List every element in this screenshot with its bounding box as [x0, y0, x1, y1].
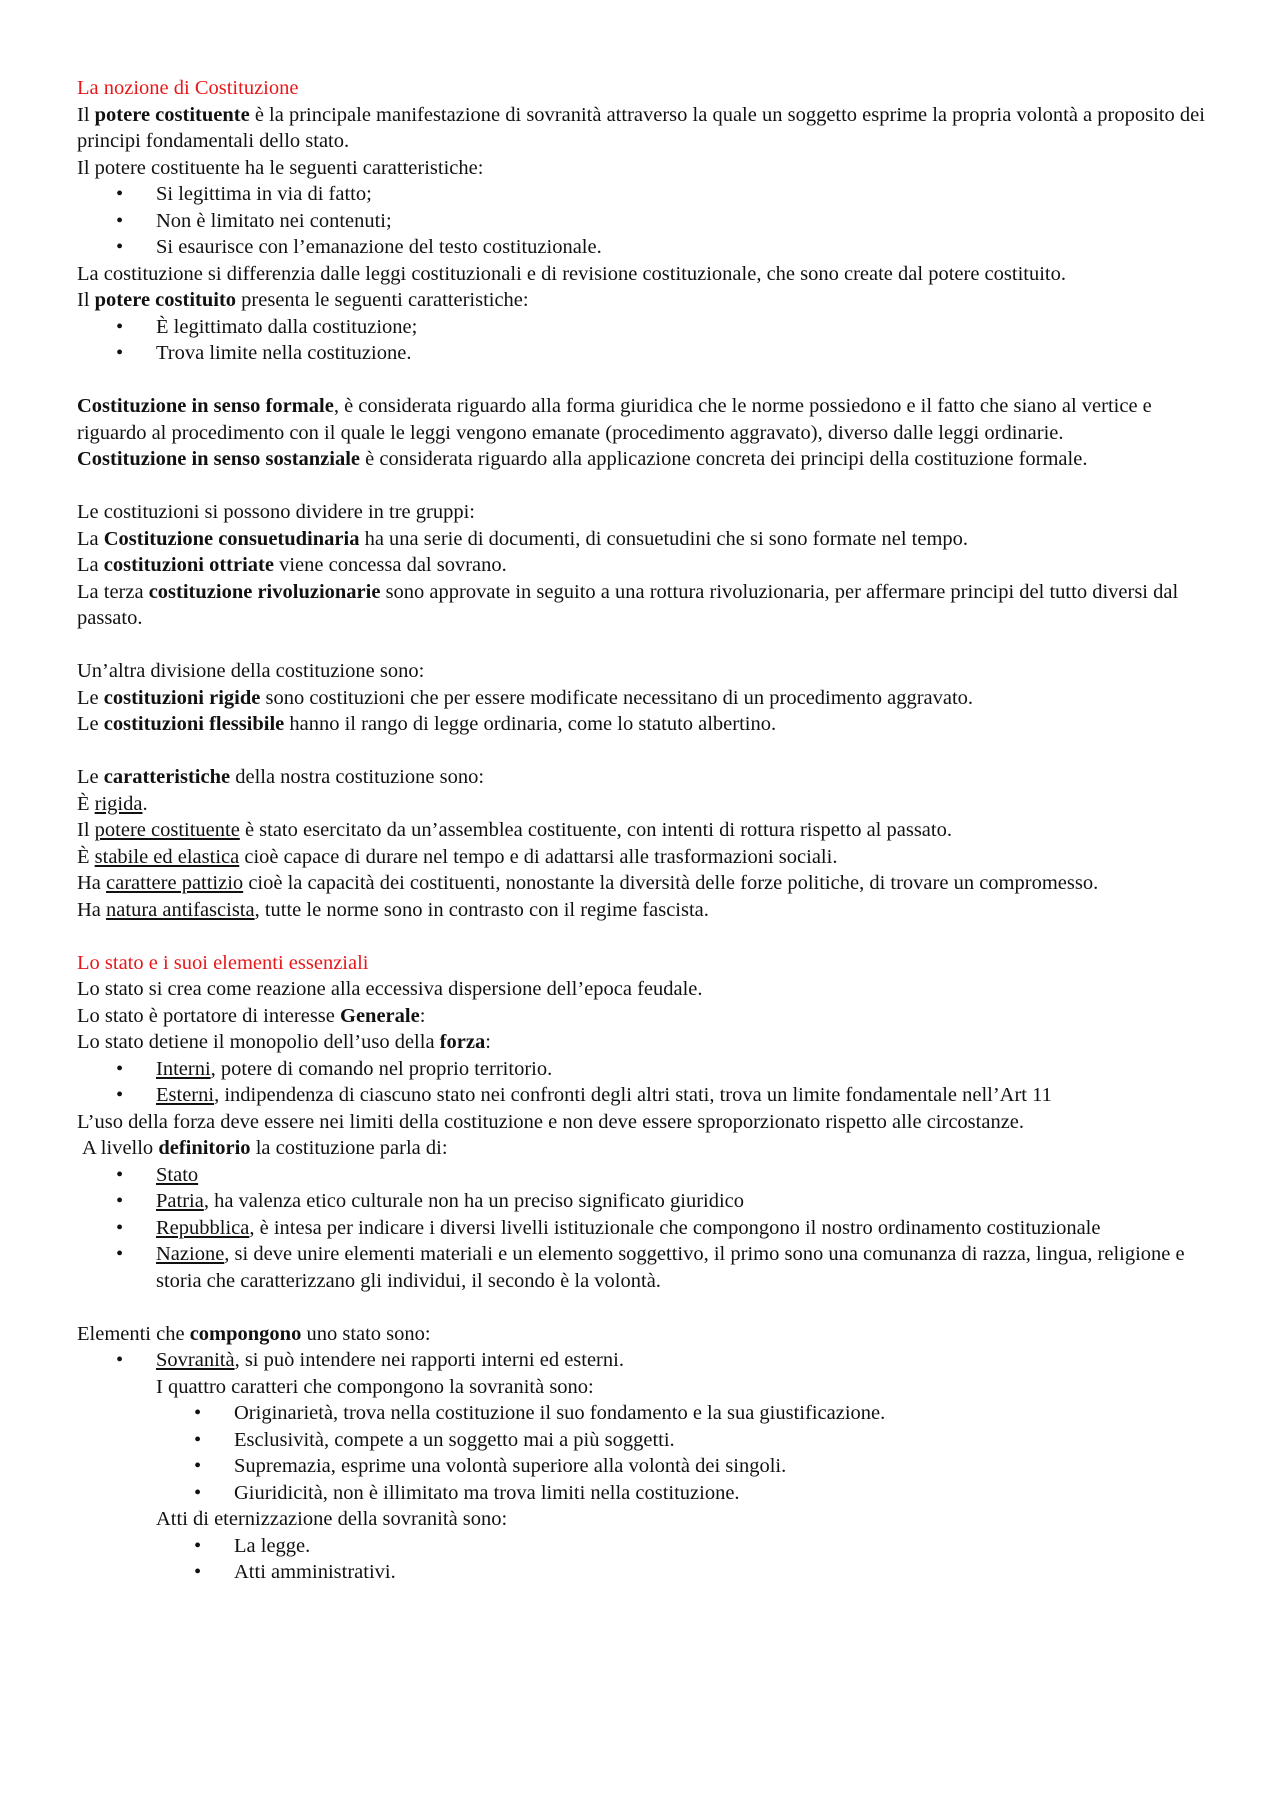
list-item: • Non è limitato nei contenuti;	[77, 208, 1212, 235]
paragraph: Il potere costituito presenta le seguenti caratteristiche:	[77, 289, 529, 311]
list-item: • Patria, ha valenza etico culturale non ha un preciso significato giuridico	[77, 1188, 1212, 1215]
bullet-list	[77, 1347, 1212, 1374]
list-item: • È legittimato dalla costituzione;	[77, 314, 1212, 341]
list-item: • Si esaurisce con l’emanazione del testo costituzionale.	[77, 234, 1212, 261]
list-item: • Stato	[77, 1162, 1212, 1189]
list-item: • Supremazia, esprime una volontà superiore alla volontà dei singoli.	[77, 1453, 1212, 1480]
paragraph: Il potere costituente ha le seguenti caratteristiche:	[77, 156, 484, 179]
paragraph: I quattro caratteri che compongono la sovranità sono:	[156, 1375, 594, 1398]
paragraph: Costituzione in senso sostanziale è considerata riguardo alla applicazione concreta dei principi della costituzione formale.	[77, 448, 1088, 470]
bullet-list	[77, 1162, 1212, 1295]
section-heading-costituzione: La nozione di Costituzione	[77, 77, 299, 99]
list-item: • Esterni, indipendenza di ciascuno stato nei confronti degli altri stati, trova un limite fondamentale nell’Art 11	[77, 1082, 1212, 1109]
paragraph: Il potere costituente è stato esercitato da un’assemblea costituente, con intenti di rottura rispetto al passato.	[77, 819, 952, 841]
list-item: • Si legittima in via di fatto;	[77, 181, 1212, 208]
paragraph: Ha natura antifascista, tutte le norme sono in contrasto con il regime fascista.	[77, 898, 709, 921]
list-item: • Esclusività, compete a un soggetto mai a più soggetti.	[77, 1427, 1212, 1454]
paragraph: La Costituzione consuetudinaria ha una serie di documenti, di consuetudini che si sono formate nel tempo.	[77, 527, 969, 550]
paragraph: Elementi che compongono uno stato sono:	[77, 1322, 431, 1345]
paragraph: Le costituzioni si possono dividere in tre gruppi:	[77, 501, 475, 523]
paragraph: È rigida.	[77, 792, 148, 815]
section-heading-stato: Lo stato e i suoi elementi essenziali	[77, 951, 369, 974]
document-page	[77, 75, 1212, 1586]
paragraph: Lo stato si crea come reazione alla eccessiva dispersione dell’epoca feudale.	[77, 978, 703, 1000]
list-item: • Repubblica, è intesa per indicare i diversi livelli istituzionale che compongono il nostro ordinamento costituzionale	[77, 1215, 1212, 1242]
paragraph: Le costituzioni flessibile hanno il rango di legge ordinaria, come lo statuto albertino.	[77, 713, 777, 735]
bullet-list	[77, 1056, 1212, 1109]
paragraph: Atti di eternizzazione della sovranità sono:	[156, 1508, 508, 1530]
list-item: • Originarietà, trova nella costituzione il suo fondamento e la sua giustificazione.	[77, 1400, 1212, 1427]
paragraph: La costituzione si differenzia dalle leggi costituzionali e di revisione costituzionale, che sono create dal potere costituito.	[77, 262, 1066, 285]
bullet-list	[77, 181, 1212, 261]
paragraph: La terza costituzione rivoluzionarie sono approvate in seguito a una rottura rivoluzionaria, per affermare principi del tutto diversi dal passato.	[77, 580, 1179, 629]
list-item: • Nazione, si deve unire elementi materiali e un elemento soggettivo, il primo sono una comunanza di razza, lingua, religione e storia che caratterizzano gli individui, il secondo è la volontà.	[77, 1241, 1212, 1294]
bullet-list	[77, 314, 1212, 367]
paragraph: Il potere costituente è la principale manifestazione di sovranità attraverso la quale un soggetto esprime la propria volontà a proposito dei principi fondamentali dello stato.	[77, 103, 1205, 152]
list-item: • Giuridicità, non è illimitato ma trova limiti nella costituzione.	[77, 1480, 1212, 1507]
list-item: • La legge.	[77, 1533, 1212, 1560]
paragraph: Le costituzioni rigide sono costituzioni che per essere modificate necessitano di un procedimento aggravato.	[77, 686, 974, 709]
bullet-list	[77, 1400, 1212, 1506]
paragraph: La costituzioni ottriate viene concessa dal sovrano.	[77, 554, 507, 576]
paragraph: A livello definitorio la costituzione parla di:	[82, 1137, 448, 1159]
paragraph: Lo stato detiene il monopolio dell’uso della forza:	[77, 1031, 491, 1053]
paragraph: Un’altra divisione della costituzione sono:	[77, 660, 425, 682]
list-item: • Trova limite nella costituzione.	[77, 340, 1212, 367]
paragraph: Ha carattere pattizio cioè la capacità dei costituenti, nonostante la diversità delle forze politiche, di trovare un compromesso.	[77, 872, 1099, 894]
paragraph: Le caratteristiche della nostra costituzione sono:	[77, 766, 485, 788]
list-item: • Sovranità, si può intendere nei rapporti interni ed esterni.	[77, 1347, 1212, 1374]
bullet-list	[77, 1533, 1212, 1586]
paragraph: Costituzione in senso formale, è considerata riguardo alla forma giuridica che le norme possiedono e il fatto che siano al vertice e riguardo al procedimento con il quale le leggi vengono emanate (procedimento aggravato), diverso dalle leggi ordinarie.	[77, 395, 1152, 444]
list-item: • Interni, potere di comando nel proprio territorio.	[77, 1056, 1212, 1083]
list-item: • Atti amministrativi.	[77, 1559, 1212, 1586]
paragraph: È stabile ed elastica cioè capace di durare nel tempo e di adattarsi alle trasformazioni sociali.	[77, 845, 838, 868]
paragraph: L’uso della forza deve essere nei limiti della costituzione e non deve essere sproporzionato rispetto alle circostanze.	[77, 1110, 1025, 1133]
paragraph: Lo stato è portatore di interesse Generale:	[77, 1004, 426, 1027]
